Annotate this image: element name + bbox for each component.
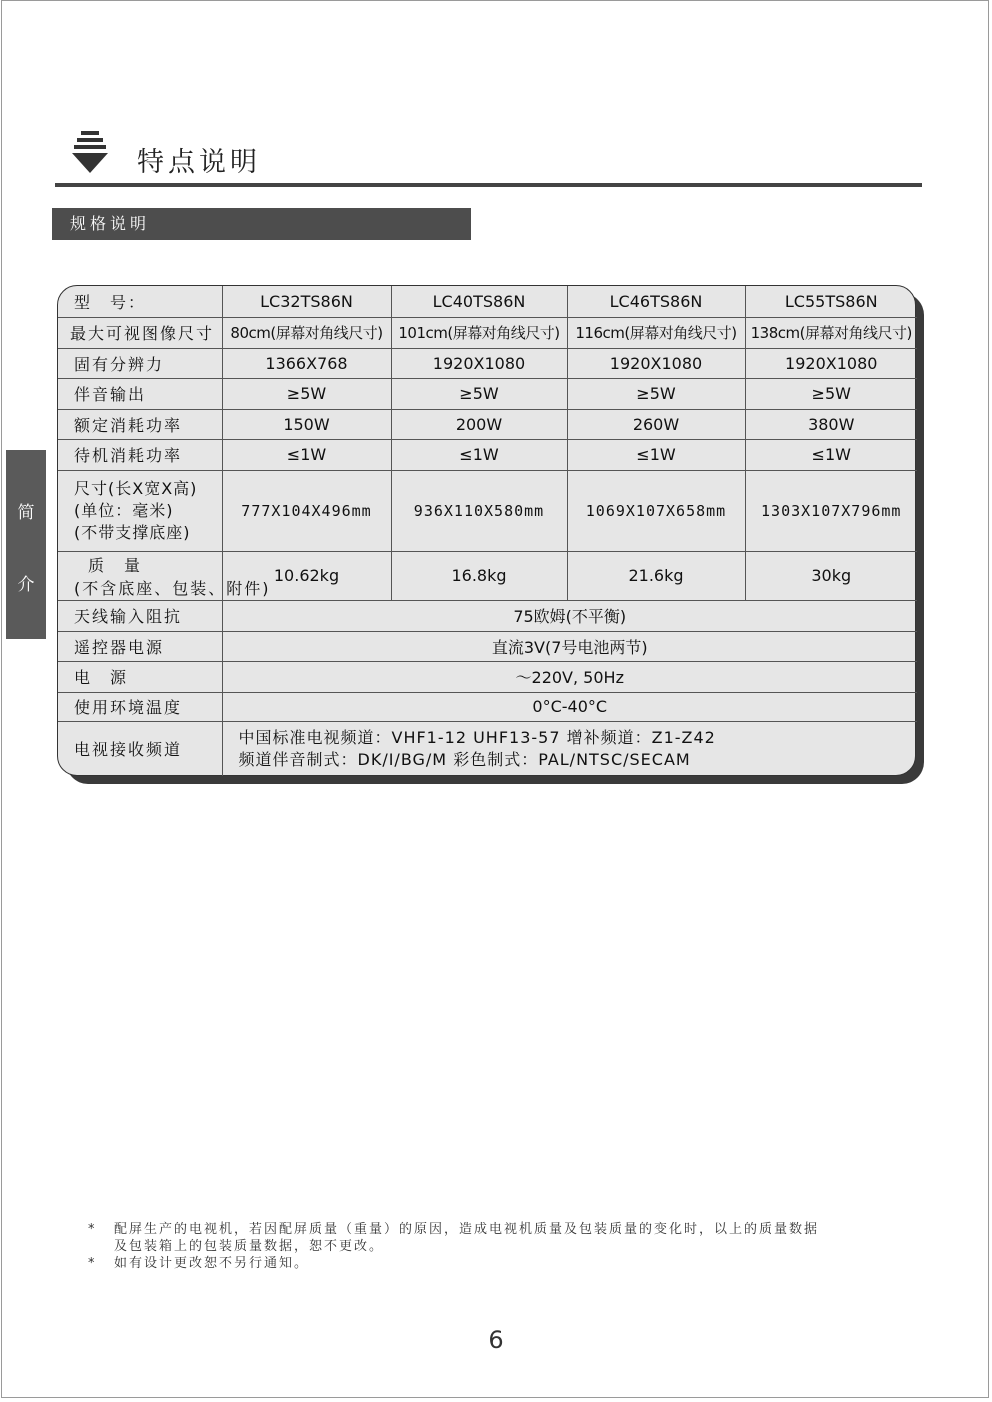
table-cell: ≥5W — [222, 378, 391, 409]
table-cell: 936X110X580mm — [391, 470, 567, 551]
table-row — [58, 439, 917, 470]
row-label: 最大可视图像尺寸 — [58, 317, 222, 348]
table-cell: 380W — [745, 409, 917, 439]
table-cell: 150W — [222, 409, 391, 439]
table-row — [58, 317, 917, 348]
row-label: 待机消耗功率 — [58, 439, 222, 470]
row-label: 伴音输出 — [58, 378, 222, 409]
table-cell: 30kg — [745, 551, 917, 600]
weight-sublabel: (不含底座、包装、附件) — [74, 578, 271, 598]
side-tab — [6, 450, 46, 639]
row-label: 固有分辨力 — [58, 348, 222, 378]
table-cell: ≤1W — [391, 439, 567, 470]
side-tab-char: 简 — [17, 503, 35, 523]
table-cell: ≤1W — [222, 439, 391, 470]
row-label: 天线输入阻抗 — [58, 600, 222, 631]
table-cell: 75欧姆(不平衡) — [222, 600, 917, 631]
row-label — [58, 551, 271, 600]
row-label: 型 号： — [58, 286, 222, 317]
table-cell: 260W — [567, 409, 745, 439]
table-cell: 1366X768 — [222, 348, 391, 378]
side-tab-char: 介 — [17, 575, 35, 595]
table-cell: ≥5W — [391, 378, 567, 409]
list-arrow-icon — [72, 131, 108, 175]
row-label — [58, 470, 222, 551]
table-cell: 80cm(屏幕对角线尺寸) — [222, 317, 391, 348]
row-label: 电视接收频道 — [58, 721, 222, 776]
model-cell: LC55TS86N — [745, 286, 917, 317]
table-cell: ≥5W — [567, 378, 745, 409]
table-cell: 138cm(屏幕对角线尺寸) — [745, 317, 917, 348]
model-cell: LC32TS86N — [222, 286, 391, 317]
row-label: 使用环境温度 — [58, 692, 222, 721]
footnote-line: 配屏生产的电视机，若因配屏质量（重量）的原因，造成电视机质量及包装质量的变化时，以上的质量数据 — [114, 1222, 820, 1237]
table-row — [58, 692, 917, 721]
table-cell: ≥5W — [745, 378, 917, 409]
row-label: 电 源 — [58, 661, 222, 692]
footnote — [88, 1255, 908, 1272]
footnote-line: 如有设计更改恕不另行通知。 — [114, 1256, 310, 1271]
table-cell: 1920X1080 — [745, 348, 917, 378]
table-cell: 直流3V(7号电池两节) — [222, 631, 917, 661]
table-cell: 0°C-40°C — [222, 692, 917, 721]
footnote-line: 及包装箱上的包装质量数据，恕不更改。 — [114, 1239, 385, 1254]
table-cell: 200W — [391, 409, 567, 439]
table-row-dimensions — [58, 470, 917, 551]
table-cell: ～220V, 50Hz — [222, 661, 917, 692]
table-cell: 1920X1080 — [567, 348, 745, 378]
footnotes — [88, 1221, 908, 1272]
table-cell: 116cm(屏幕对角线尺寸) — [567, 317, 745, 348]
footnote-star: * — [88, 1256, 97, 1271]
model-cell: LC40TS86N — [391, 286, 567, 317]
table-row-tv — [58, 721, 917, 776]
table-cell: 1920X1080 — [391, 348, 567, 378]
dims-label-line: 尺寸(长X宽X高) — [74, 478, 198, 498]
row-label: 额定消耗功率 — [58, 409, 222, 439]
table-row-model — [58, 286, 917, 317]
row-label: 遥控器电源 — [58, 631, 222, 661]
table-row — [58, 631, 917, 661]
tv-line: 频道伴音制式：DK/I/BG/M 彩色制式：PAL/NTSC/SECAM — [238, 749, 691, 769]
page-title: 特点说明 — [137, 147, 261, 178]
table-cell: 1069X107X658mm — [567, 470, 745, 551]
spec-table — [58, 286, 917, 776]
table-row — [58, 409, 917, 439]
model-cell: LC46TS86N — [567, 286, 745, 317]
tv-line: 中国标准电视频道：VHF1-12 UHF13-57 增补频道：Z1-Z42 — [238, 727, 716, 747]
table-cell: 10.62kg — [222, 551, 391, 600]
table-row — [58, 348, 917, 378]
spec-table-container — [57, 285, 916, 776]
table-cell: 101cm(屏幕对角线尺寸) — [391, 317, 567, 348]
footnote-star: * — [88, 1222, 97, 1237]
table-cell: 16.8kg — [391, 551, 567, 600]
header-rule — [55, 183, 922, 187]
section-title: 规格说明 — [52, 208, 471, 240]
table-cell: 21.6kg — [567, 551, 745, 600]
table-cell: 777X104X496mm — [222, 470, 391, 551]
table-row-weight — [58, 551, 917, 600]
table-cell: 1303X107X796mm — [745, 470, 917, 551]
dims-label-line: (单位：毫米) — [74, 500, 174, 520]
table-row — [58, 600, 917, 631]
weight-label: 质 量 — [88, 555, 143, 575]
table-row — [58, 661, 917, 692]
page-number: 6 — [488, 1326, 504, 1354]
table-cell — [222, 721, 917, 776]
dims-label-line: (不带支撑底座) — [74, 522, 191, 542]
footnote — [88, 1221, 908, 1255]
table-cell: ≤1W — [567, 439, 745, 470]
table-cell: ≤1W — [745, 439, 917, 470]
table-row — [58, 378, 917, 409]
